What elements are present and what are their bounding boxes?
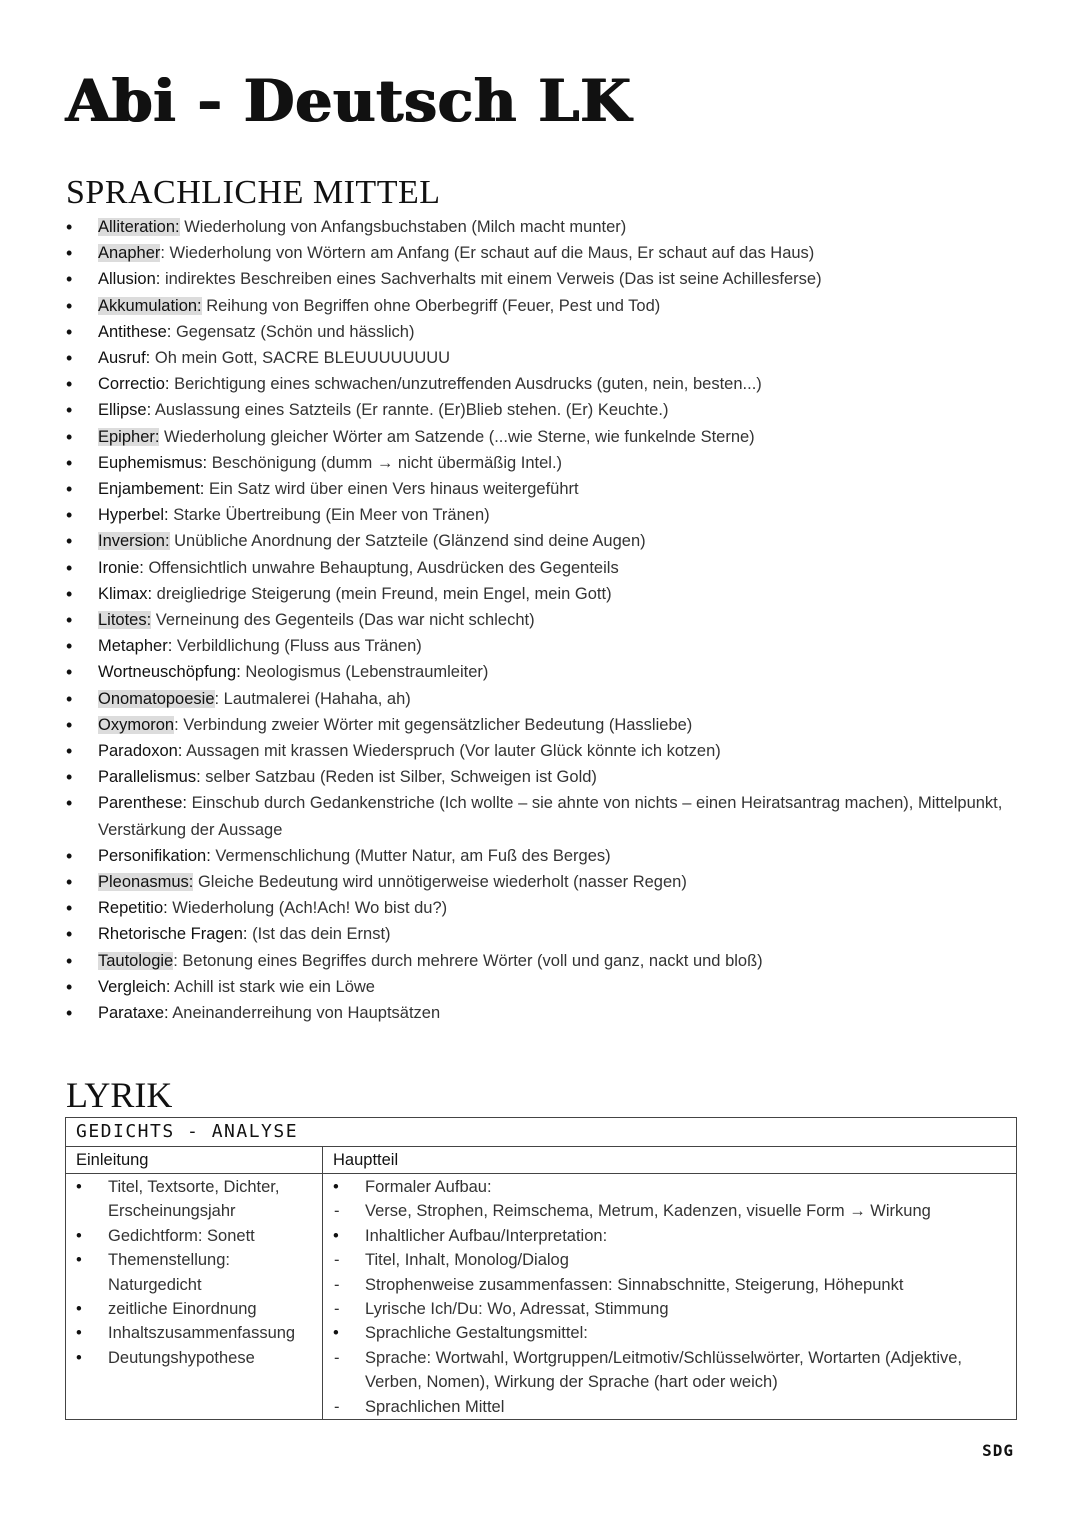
- term-label: Akkumulation:: [98, 296, 202, 315]
- einleitung-item: • Themenstellung: Naturgedicht: [66, 1248, 322, 1297]
- term-label: Euphemismus:: [98, 453, 208, 472]
- term-label: Alliteration:: [98, 218, 180, 236]
- list-item: [66, 895, 1016, 921]
- term-description: Gleiche Bedeutung wird unnötigerweise wiederholt (nasser Regen): [193, 873, 687, 892]
- term-description: Aneinanderreihung von Hauptsätzen: [168, 1004, 441, 1023]
- table-title: GEDICHTS - ANALYSE: [66, 1118, 1017, 1147]
- term-description: selber Satzbau (Reden ist Silber, Schweigen ist Gold): [200, 768, 597, 787]
- term-description: Auslassung eines Satzteils (Er rannte. (Er)Blieb stehen. (Er) Keuchte.): [151, 401, 669, 420]
- einleitung-item: • zeitliche Einordnung: [66, 1297, 322, 1321]
- term-description: Offensichtlich unwahre Behauptung, Ausdrücken des Gegenteils: [143, 558, 619, 577]
- term-label: Klimax:: [98, 584, 153, 603]
- term-label: Wortneuschöpfung:: [98, 663, 241, 682]
- term-description: Vermenschlichung (Mutter Natur, am Fuß des Berges): [210, 846, 611, 865]
- list-item: [66, 659, 1016, 685]
- term-description: : Betonung eines Begriffes durch mehrere Wörter (voll und ganz, nackt und bloß): [173, 951, 763, 970]
- term-description: Verbildlichung (Fluss aus Tränen): [172, 637, 422, 656]
- list-item: [66, 397, 1016, 423]
- term-description: Starke Übertreibung (Ein Meer von Tränen): [168, 506, 490, 525]
- term-description: Neologismus (Lebenstraumleiter): [240, 663, 489, 682]
- term-label: Metapher:: [98, 637, 173, 656]
- term-description: Berichtigung eines schwachen/unzutreffenden Ausdrucks (guten, nein, besten...): [169, 375, 762, 394]
- term-label: Enjambement:: [98, 480, 205, 499]
- term-label: Antithese:: [98, 322, 172, 341]
- term-description: Aussagen mit krassen Wiederspruch (Vor lauter Glück könnte ich kotzen): [182, 742, 721, 761]
- term-description: dreigliedrige Steigerung (mein Freund, mein Engel, mein Gott): [152, 584, 612, 603]
- term-label: Litotes:: [98, 611, 152, 630]
- list-item: [66, 948, 1016, 974]
- hauptteil-item: • Inhaltlicher Aufbau/Interpretation:: [323, 1224, 1016, 1248]
- hauptteil-cell: [323, 1174, 1017, 1420]
- hauptteil-item: - Lyrische Ich/Du: Wo, Adressat, Stimmung: [323, 1297, 1016, 1321]
- term-label: Hyperbel:: [98, 506, 169, 525]
- list-item: [66, 764, 1016, 790]
- term-label: Parataxe:: [98, 1004, 169, 1023]
- term-label: Ellipse:: [98, 401, 152, 420]
- list-item: [66, 214, 1016, 240]
- term-description: Achill ist stark wie ein Löwe: [170, 977, 375, 996]
- term-description: (Ist das dein Ernst): [247, 925, 391, 944]
- list-item: [66, 528, 1016, 554]
- term-label: Vergleich:: [98, 977, 171, 996]
- einleitung-item: • Titel, Textsorte, Dichter, Erscheinungsjahr: [66, 1175, 322, 1224]
- list-item: [66, 424, 1016, 450]
- term-description: : Verbindung zweier Wörter mit gegensätzlicher Bedeutung (Hassliebe): [174, 715, 693, 734]
- list-item: [66, 371, 1016, 397]
- term-label: Onomatopoesie: [98, 689, 215, 708]
- list-item: [66, 293, 1016, 319]
- list-item: [66, 738, 1016, 764]
- list-item: [66, 974, 1016, 1000]
- term-label: Pleonasmus:: [98, 873, 194, 892]
- list-item: [66, 1000, 1016, 1026]
- term-description: : Lautmalerei (Hahaha, ah): [214, 689, 411, 708]
- term-description: Wiederholung gleicher Wörter am Satzende (...wie Sterne, wie funkelnde Sterne): [159, 427, 755, 446]
- term-label: Correctio:: [98, 375, 170, 394]
- list-item: [66, 502, 1016, 528]
- hauptteil-list: [323, 1175, 1016, 1419]
- section-heading-lyrik: LYRIK: [66, 1075, 173, 1115]
- list-item: [66, 869, 1016, 895]
- list-item: [66, 790, 1016, 842]
- term-description: Unübliche Anordnung der Satzteile (Glänzend sind deine Augen): [169, 532, 646, 551]
- term-description: Wiederholung (Ach!Ach! Wo bist du?): [167, 899, 448, 918]
- term-description: indirektes Beschreiben eines Sachverhalts mit einem Verweis (Das ist seine Achillesferse): [160, 270, 822, 289]
- list-item: [66, 345, 1016, 371]
- hauptteil-item: - Strophenweise zusammenfassen: Sinnabschnitte, Steigerung, Höhepunkt: [323, 1273, 1016, 1297]
- term-label: Inversion:: [98, 532, 170, 551]
- einleitung-item: • Deutungshypothese: [66, 1346, 322, 1370]
- einleitung-item: • Gedichtform: Sonett: [66, 1224, 322, 1248]
- list-item: [66, 686, 1016, 712]
- term-description: Gegensatz (Schön und hässlich): [171, 322, 415, 341]
- term-label: Parallelismus:: [98, 768, 201, 787]
- column-header-hauptteil: Hauptteil: [323, 1147, 1017, 1174]
- list-item: [66, 266, 1016, 292]
- term-label: Epipher:: [98, 427, 160, 446]
- term-label: Ausruf:: [98, 349, 151, 368]
- list-item: [66, 607, 1016, 633]
- term-label: Anapher: [98, 244, 161, 263]
- stylistic-devices-list: [66, 214, 1016, 1026]
- term-description: Beschönigung (dumm → nicht übermäßig Intel.): [207, 453, 563, 472]
- term-label: Repetitio:: [98, 899, 168, 918]
- list-item: [66, 319, 1016, 345]
- term-description: Oh mein Gott, SACRE BLEUUUUUUUU: [150, 349, 451, 368]
- term-description: Wiederholung von Anfangsbuchstaben (Milch macht munter): [179, 218, 627, 236]
- hauptteil-item: - Sprache: Wortwahl, Wortgruppen/Leitmotiv/Schlüsselwörter, Wortarten (Adjektive, Verben, Nomen), Wirkung der Sprache (hart oder weich): [323, 1346, 1016, 1395]
- list-item: [66, 633, 1016, 659]
- hauptteil-item: - Verse, Strophen, Reimschema, Metrum, Kadenzen, visuelle Form → Wirkung: [323, 1199, 1016, 1223]
- hauptteil-item: • Sprachliche Gestaltungsmittel:: [323, 1321, 1016, 1345]
- term-label: Tautologie: [98, 951, 174, 970]
- term-label: Oxymoron: [98, 715, 175, 734]
- term-description: Verneinung des Gegenteils (Das war nicht schlecht): [151, 611, 535, 630]
- column-header-einleitung: Einleitung: [66, 1147, 323, 1174]
- term-description: : Wiederholung von Wörtern am Anfang (Er schaut auf die Maus, Er schaut auf das Haus): [160, 244, 815, 263]
- list-item: [66, 555, 1016, 581]
- term-label: Allusion:: [98, 270, 161, 289]
- term-label: Personifikation:: [98, 846, 211, 865]
- section-heading-sprachliche-mittel: SPRACHLICHE MITTEL: [66, 174, 441, 211]
- list-item: [66, 843, 1016, 869]
- hauptteil-item: - Sprachlichen Mittel: [323, 1395, 1016, 1419]
- list-item: [66, 450, 1016, 476]
- term-description: Ein Satz wird über einen Vers hinaus weitergeführt: [204, 480, 579, 499]
- footer-initials: SDG: [982, 1441, 1014, 1460]
- term-description: Reihung von Begriffen ohne Oberbegriff (Feuer, Pest und Tod): [201, 296, 661, 315]
- list-item: [66, 476, 1016, 502]
- list-item: [66, 581, 1016, 607]
- hauptteil-item: - Titel, Inhalt, Monolog/Dialog: [323, 1248, 1016, 1272]
- list-item: [66, 712, 1016, 738]
- term-label: Ironie:: [98, 558, 144, 577]
- term-label: Rhetorische Fragen:: [98, 925, 248, 944]
- hauptteil-item: • Formaler Aufbau:: [323, 1175, 1016, 1199]
- term-description: Einschub durch Gedankenstriche (Ich wollte – sie ahnte von nichts – einen Heiratsantrag machen), Mittelpunkt, Verstärkung der Aussage: [98, 794, 1003, 839]
- term-label: Paradoxon:: [98, 742, 183, 761]
- list-item: [66, 921, 1016, 947]
- einleitung-cell: [66, 1174, 323, 1420]
- list-item: [66, 240, 1016, 266]
- poem-analysis-table: [65, 1117, 1017, 1420]
- einleitung-item: • Inhaltszusammenfassung: [66, 1321, 322, 1345]
- term-label: Parenthese:: [98, 794, 187, 813]
- einleitung-list: [66, 1175, 322, 1370]
- page-title: Abi - Deutsch LK: [66, 67, 632, 135]
